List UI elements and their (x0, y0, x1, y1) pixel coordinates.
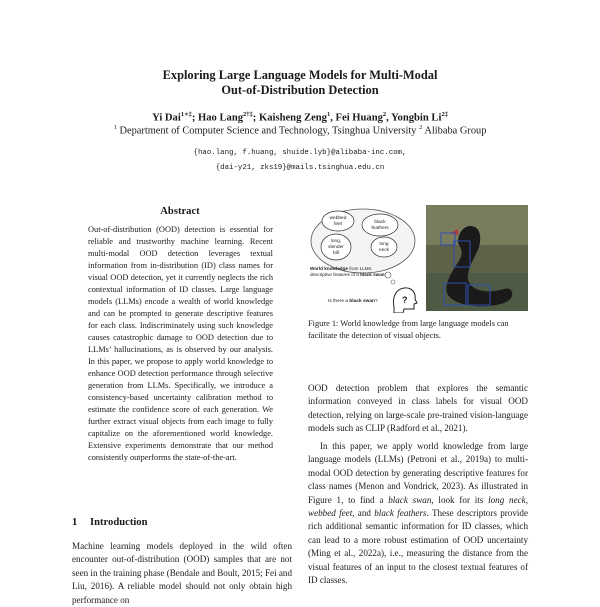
bubble-3-line-2: slender (328, 245, 344, 250)
intro-paragraph: Machine learning models deployed in the wild often encounter out-of-distribution (OOD) samples that are not seen in the training phase (Bendale and Boult, 2015; Fei and Liu, 2016). A reliable model should not only obtain high performance on (72, 541, 292, 605)
bubble-3-line-3: bill (333, 251, 339, 256)
section-number: 1 (72, 517, 78, 528)
section-title: Introduction (90, 517, 148, 528)
trail-bubble (385, 272, 391, 278)
bubble-4-line-1: long (379, 242, 389, 247)
bubble-1-line-2: feet (333, 222, 343, 227)
email-line-2: {dai-y21, zks19}@mails.tsinghua.edu.cn (215, 164, 385, 172)
swan-photo (426, 205, 528, 311)
svg-text:?: ? (402, 295, 408, 305)
rp2-c: , (525, 494, 528, 505)
affil-mark: 1 (113, 124, 117, 131)
author-mark: 2‡ (441, 111, 448, 118)
rp2-a: In this paper, we apply world knowledge from large language models (LLMs) (Petroni et al., 2019a) to multi-modal OOD detection by generating descriptive features for class names (Menon and Vondrick, 2023). As illustrated in Figure 1, to find a (308, 441, 528, 505)
section-heading (72, 517, 148, 528)
author-mark: 2†‡ (243, 111, 253, 118)
question-mark-text: ? (374, 299, 378, 304)
bubble-black-feathers (362, 214, 398, 236)
rp2-em-black-swan: black swan (388, 494, 432, 505)
bubble-4-line-2: neck (378, 248, 390, 253)
right-paragraph-2 (308, 440, 528, 587)
paper-title (0, 68, 600, 98)
question-pre: Is there a (328, 299, 348, 304)
affil-tsinghua: Department of Computer Science and Technology, Tsinghua University (119, 125, 417, 137)
question-text (328, 298, 378, 304)
bubble-long-neck (371, 237, 397, 257)
author-mark: 2 (382, 111, 387, 118)
wk-label-rest: from LLMs: (349, 266, 373, 271)
author-name: Yongbin Li (391, 112, 442, 124)
question-bold: black swan (349, 299, 375, 304)
abstract-text: Out-of-distribution (OOD) detection is essential for reliable and trustworthy machine learning. Recent multi-modal OOD detection leverages textual information from in-distribution (ID) class names for visual OOD detection, yet it currently neglects the rich contextual information of ID classes. Large language models (LLMs) encode a wealth of world knowledge and can be prompted to generate descriptive features for each class. Indiscriminately using such knowledge causes catastrophic damage to OOD detection due to LLMs’ hallucinations, as is observed by our analysis. In this paper, we propose to apply world knowledge to enhance OOD detection performance through selective generation from LLMs. Specifically, we introduce a consistency-based uncertainty calibration method to estimate the confidence score of each generation. We further extract visual objects from each image to fully capitalize on the aforementioned world knowledge. Extensive experiments demonstrate that our method consistently outperforms the state-of-the-art. (88, 225, 273, 462)
author-name: Kaisheng Zeng (258, 112, 327, 124)
wk-label-bold: World knowledge (310, 266, 348, 271)
bubble-1-line-1: webbed (329, 216, 347, 221)
rp2-e: . These descriptors provide rich additional semantic information for ID classes, which can lead to a more robust estimation of OOD uncertainty (Ming et al., 2022a), i.e., measuring the distance from the visual features of an input to the closest textual features of ID classes. (308, 508, 528, 586)
email-line-1: {hao.lang, f.huang, shuide.lyb}@alibaba-inc.com, (193, 149, 407, 157)
right-paragraph-1: OOD detection problem that explores the semantic information conveyed in class labels for visual OOD detection, relying on large-scale pre-trained vision-language models such as CLIP (Radford et al., 2021). (308, 383, 528, 434)
abstract-heading: Abstract (160, 206, 200, 217)
trail-bubble (391, 280, 395, 284)
affiliations (0, 121, 600, 137)
author-name: Hao Lang (198, 112, 244, 124)
affil-mark: 2 (419, 124, 423, 131)
wk-label-line-1 (310, 266, 372, 271)
affil-alibaba: Alibaba Group (424, 125, 487, 137)
bubble-2-line-2: feathers (371, 226, 389, 231)
title-line-1: Exploring Large Language Models for Multi-Modal (162, 68, 438, 82)
rp2-em-black-feathers: black feathers (374, 508, 427, 519)
bubble-2-line-1: black (374, 220, 386, 225)
figure-caption: Figure 1: World knowledge from large language models can facilitate the detection of visual objects. (308, 319, 509, 340)
thinking-head-icon (393, 288, 417, 313)
thought-cloud (311, 209, 415, 273)
wk-line2-pre: descriptive features of a (310, 272, 359, 277)
bubble-webbed-feet (322, 211, 354, 231)
author-mark: 1 (326, 111, 331, 118)
author-name: Fei Huang (335, 112, 383, 124)
wk-line2-bold: black swan (360, 272, 385, 277)
author-mark: 1∗‡ (180, 111, 192, 118)
wk-label-line-2 (310, 272, 385, 277)
rp2-em-webbed-feet: webbed feet (308, 508, 353, 519)
figure-1 (308, 203, 528, 313)
rp2-d: , and (352, 508, 375, 519)
rp2-b: , look for its (431, 494, 489, 505)
rp2-em-long-neck: long neck (488, 494, 526, 505)
bubble-3-line-1: long, (330, 239, 342, 244)
author-name: Yi Dai (152, 112, 181, 124)
author-list: Yi Dai$^{1∗\ddagger}$; Hao Lang$^{2\dagger\ddagger}$; Kaisheng Zeng$^1$, Fei Huang$^2$, Yongbin $Li^{2\ddagger}$ (152, 111, 448, 124)
title-line-2: Out-of-Distribution Detection (221, 83, 379, 97)
